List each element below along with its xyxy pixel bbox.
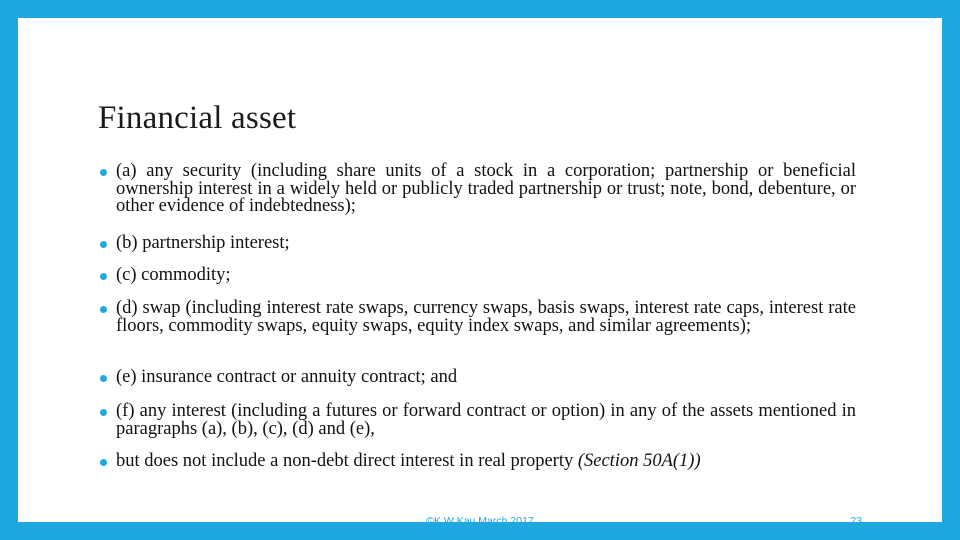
bullet-dot-icon bbox=[100, 409, 107, 416]
bullet-item-b bbox=[98, 235, 856, 253]
bullet-dot-icon bbox=[100, 459, 107, 466]
bullet-dot-icon bbox=[100, 306, 107, 313]
bullet-item-e bbox=[98, 369, 856, 387]
bullet-item-a bbox=[98, 163, 856, 216]
bullet-item-f bbox=[98, 403, 856, 438]
bullet-item-c bbox=[98, 267, 856, 285]
bullet-text: but does not include a non-debt direct interest in real property bbox=[116, 451, 574, 471]
bullet-item-d bbox=[98, 300, 856, 335]
bullet-dot-icon bbox=[100, 241, 107, 248]
page-number: 23 bbox=[850, 515, 862, 527]
bullet-dot-icon bbox=[100, 273, 107, 280]
footer-author-date: ©K W Kau March 2017 bbox=[426, 515, 534, 527]
bullet-text: (a) any security (including share units of a stock in a corporation; partnership or beneficial ownership interest in a widely held or publicly traded partnership or trust; note, bond, debenture, or other evidence of indebtedness); bbox=[116, 161, 856, 216]
bullet-text: (e) insurance contract or annuity contract; and bbox=[116, 367, 458, 387]
bullet-text: (c) commodity; bbox=[116, 265, 231, 285]
slide bbox=[18, 18, 942, 527]
bullet-dot-icon bbox=[100, 375, 107, 382]
bullet-text: (d) swap (including interest rate swaps, currency swaps, basis swaps, interest rate caps, interest rate floors, commodity swaps, equity swaps, equity index swaps, and similar agreements); bbox=[116, 298, 856, 336]
bullet-text: (f) any interest (including a futures or forward contract or option) in any of the assets mentioned in paragraphs (a), (b), (c), (d) and (e), bbox=[116, 401, 856, 439]
bullet-item-exclusion bbox=[98, 453, 856, 471]
section-citation: (Section 50A(1)) bbox=[577, 451, 701, 471]
bullet-text: (b) partnership interest; bbox=[116, 233, 290, 253]
bullet-dot-icon bbox=[100, 169, 107, 176]
slide-title: Financial asset bbox=[98, 100, 297, 136]
